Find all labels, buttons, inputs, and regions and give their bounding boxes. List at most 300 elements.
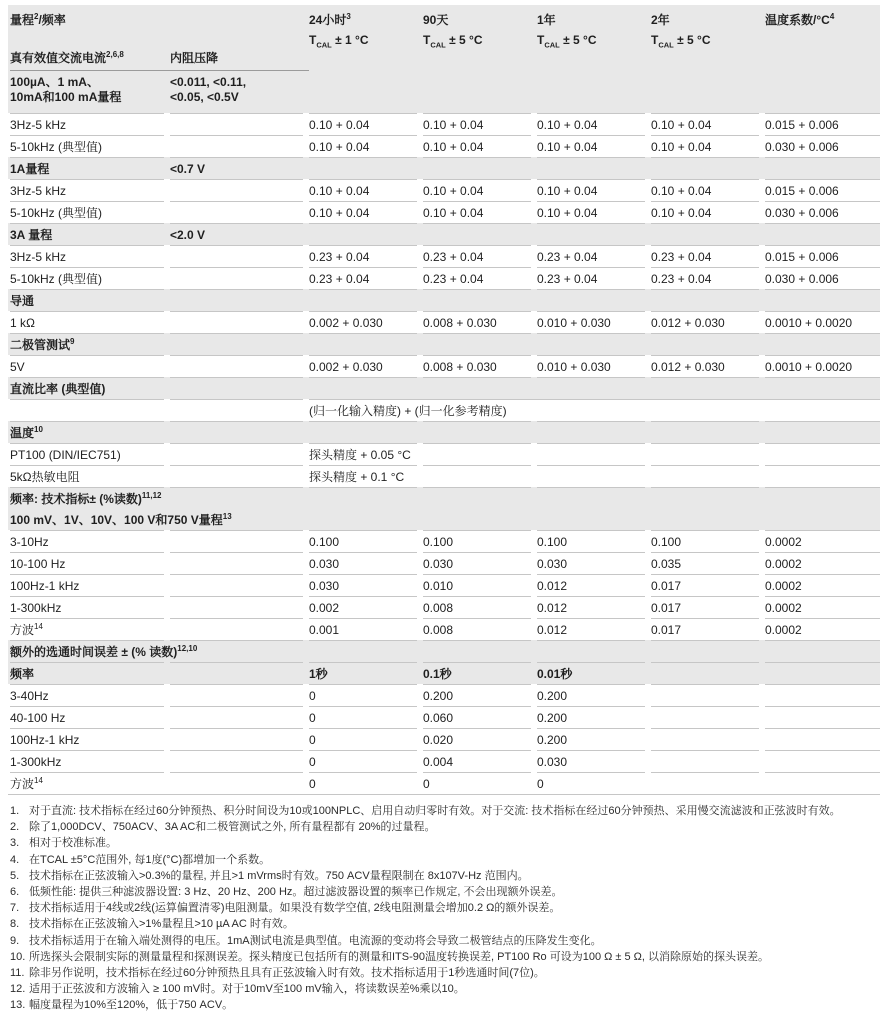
spec-value: 0.010 + 0.030: [537, 355, 645, 377]
spec-value: [651, 157, 759, 179]
spec-value: [765, 706, 880, 728]
spec-row: [8, 113, 880, 135]
spec-value: 0.015 + 0.006: [765, 179, 880, 201]
spec-value: 0.10 + 0.04: [309, 113, 417, 135]
spec-value: [537, 333, 645, 355]
row-sub-value: [170, 706, 303, 728]
spec-value: 0.015 + 0.006: [765, 245, 880, 267]
row-sub-value: [170, 530, 303, 552]
spec-value: 0.030 + 0.006: [765, 267, 880, 289]
column-header-2yr: [651, 11, 759, 49]
spec-row: [8, 311, 880, 333]
spec-value: 0.030: [537, 750, 645, 772]
row-sub-value: [170, 399, 303, 421]
footnote-number: 10.: [10, 950, 26, 963]
spec-value: 0: [309, 684, 417, 706]
footnote-number: 13.: [10, 999, 26, 1012]
row-sub-value: [170, 377, 303, 399]
footnote-text: 技术指标适用于在输入端处测得的电压。1mA测试电流是典型值。电流源的变动将会导致二极管结点的压降发生变化。: [29, 934, 602, 947]
spec-value: [651, 333, 759, 355]
spec-row: [8, 201, 880, 223]
spec-table-header: [8, 5, 880, 113]
row-sub-value: [170, 684, 303, 706]
spec-value: 0.002 + 0.030: [309, 311, 417, 333]
spec-value: 0.10 + 0.04: [309, 179, 417, 201]
footnote-ref: 13: [222, 512, 232, 521]
col-footnote-ref: 3: [346, 12, 351, 21]
spec-value: 0.030: [423, 552, 531, 574]
footnote-text: 技术指标在正弦波输入>0.3%的量程, 并且>1 mVrms时有效。750 ACV量程限制在 8x107V-Hz 范围内。: [29, 869, 529, 882]
row-label: 100Hz-1 kHz: [10, 574, 164, 596]
spec-value: 探头精度 + 0.05 °C: [309, 443, 417, 465]
spec-value: [651, 223, 759, 245]
spec-value: 0.0010 + 0.0020: [765, 355, 880, 377]
subheader-row: [10, 49, 309, 71]
spec-value: [537, 509, 645, 530]
spec-value: 0.004: [423, 750, 531, 772]
spec-row: [8, 355, 880, 377]
spec-value: 0.23 + 0.04: [309, 267, 417, 289]
spec-value: 0.23 + 0.04: [309, 245, 417, 267]
column-header-1yr: [537, 11, 645, 49]
spec-value: 0.10 + 0.04: [309, 135, 417, 157]
spec-value: [309, 157, 417, 179]
footnote: [10, 981, 880, 997]
spec-value: 0.23 + 0.04: [537, 245, 645, 267]
row-sub-value: [170, 596, 303, 618]
spec-value: [765, 157, 880, 179]
footnote-number: 5.: [10, 869, 20, 882]
spec-value: [309, 640, 417, 662]
spec-value: 0: [537, 772, 645, 794]
footnote-number: 3.: [10, 837, 20, 850]
spec-value: [309, 487, 417, 509]
spec-value: 0.23 + 0.04: [537, 267, 645, 289]
spec-value: 0: [423, 772, 531, 794]
row-sub-value: [170, 750, 303, 772]
spec-value: 0.10 + 0.04: [651, 201, 759, 223]
spec-value: 0.012 + 0.030: [651, 355, 759, 377]
col-title: 90天: [423, 13, 449, 27]
spec-value: 0.200: [537, 728, 645, 750]
row-sub-value: <2.0 V: [170, 223, 303, 245]
footnotes-list: [8, 803, 880, 1014]
spec-value: [651, 728, 759, 750]
spec-value: [423, 157, 531, 179]
row-sub-value: [170, 333, 303, 355]
row-sub-value: [170, 245, 303, 267]
row-label: 3-40Hz: [10, 684, 164, 706]
subheader-burden-voltage: 内阻压降: [170, 51, 219, 65]
footnote: [10, 965, 880, 981]
row-label: 温度$^{10}$: [10, 421, 164, 443]
row-sub-value: [170, 267, 303, 289]
spec-value: [765, 487, 880, 509]
section-row: [8, 377, 880, 399]
spec-value: 0.10 + 0.04: [309, 201, 417, 223]
spec-row: [8, 530, 880, 552]
spec-row: [8, 706, 880, 728]
spec-value: [765, 289, 880, 311]
spec-value: 0.23 + 0.04: [651, 245, 759, 267]
spec-value: [423, 223, 531, 245]
row-sub-value: [170, 487, 303, 509]
spec-value: [765, 465, 880, 487]
row-label: [10, 399, 164, 421]
row-sub-value: [170, 574, 303, 596]
spec-value: 0.10 + 0.04: [537, 113, 645, 135]
footnote-number: 7.: [10, 902, 20, 915]
spec-value: 0.100: [537, 530, 645, 552]
spec-value: 0.10 + 0.04: [423, 135, 531, 157]
row-label: 3Hz-5 kHz: [10, 113, 164, 135]
ratio-row: [8, 399, 880, 421]
spec-value: [537, 421, 645, 443]
row-sub-value: [170, 509, 303, 530]
row-label: 1A量程: [10, 157, 164, 179]
row-sub-value: [170, 618, 303, 640]
spec-value: 0.008: [423, 618, 531, 640]
footnote: [10, 835, 880, 851]
row-label: 二极管测试$^9$: [10, 333, 164, 355]
spec-value: 0.10 + 0.04: [651, 179, 759, 201]
row-label: 导通: [10, 289, 164, 311]
range-label: 量程: [10, 13, 35, 27]
footnote: [10, 868, 880, 884]
spec-value: [423, 509, 531, 530]
spec-value: [423, 377, 531, 399]
spec-value: [537, 465, 645, 487]
spec-value: [309, 333, 417, 355]
spec-value: 0.008: [423, 596, 531, 618]
footnote: [10, 884, 880, 900]
row-label: 直流比率 (典型值): [10, 377, 164, 399]
spec-row: [8, 596, 880, 618]
spec-value: 0.23 + 0.04: [423, 267, 531, 289]
spec-value: [765, 377, 880, 399]
spec-value: 0.0002: [765, 596, 880, 618]
column-header-90day: [423, 11, 531, 49]
spec-value: 0.035: [651, 552, 759, 574]
footnote-text: 除了1,000DCV、750ACV、3A AC和二极管测试之外, 所有量程都有 20%的过量程。: [29, 821, 436, 834]
spec-row: [8, 552, 880, 574]
row-label: 3A 量程: [10, 223, 164, 245]
burden-values-line2: <0.05, <0.5V: [170, 90, 239, 104]
footnote-number: 9.: [10, 934, 20, 947]
row-label: 5V: [10, 355, 164, 377]
spec-row: [8, 772, 880, 794]
spec-value: 0.012: [537, 618, 645, 640]
row-sub-value: [170, 135, 303, 157]
section-row: [8, 289, 880, 311]
row-label: 5-10kHz (典型值): [10, 267, 164, 289]
row-label: 5-10kHz (典型值): [10, 135, 164, 157]
row-label: 额外的选通时间误差 ± (% 读数)$^{12,10}$: [10, 640, 164, 662]
row-sub-value: [170, 772, 303, 794]
row-label: 1 kΩ: [10, 311, 164, 333]
spec-row: [8, 465, 880, 487]
col-title: 温度系数/°C: [765, 13, 830, 27]
spec-value: 0.10 + 0.04: [423, 201, 531, 223]
section-row: [8, 487, 880, 509]
spec-value: [309, 289, 417, 311]
spec-value: [651, 509, 759, 530]
row-sub-value: [170, 640, 303, 662]
column-header-tempco: [765, 11, 880, 49]
spec-value: 0.012: [537, 596, 645, 618]
spec-value: [765, 421, 880, 443]
col-title: 1年: [537, 13, 556, 27]
spec-value: [537, 223, 645, 245]
footnote-text: 在TCAL ±5°C范围外, 每1度(°C)都增加一个系数。: [29, 853, 271, 866]
spec-value: [651, 465, 759, 487]
current-ranges-line2: 10mA和100 mA量程: [10, 90, 122, 104]
spec-value: 0.100: [651, 530, 759, 552]
spec-value: 0.0010 + 0.0020: [765, 311, 880, 333]
row-label: PT100 (DIN/IEC751): [10, 443, 164, 465]
tcal-tolerance: $T_{CAL} \pm 5$ °C: [423, 33, 483, 50]
spec-value: [765, 684, 880, 706]
row-label: 40-100 Hz: [10, 706, 164, 728]
footnote-number: 8.: [10, 918, 20, 931]
burden-values-cell: [170, 75, 309, 105]
frequency-label: /频率: [38, 13, 66, 27]
section-row: [8, 662, 880, 684]
footnote-ref: 12,10: [177, 644, 198, 653]
footnote: [10, 933, 880, 949]
spec-value: 0: [309, 750, 417, 772]
spec-row: [8, 443, 880, 465]
spec-value: 0.060: [423, 706, 531, 728]
footnote: [10, 900, 880, 916]
footnote-ref: 14: [34, 622, 43, 631]
spec-value: 0.008 + 0.030: [423, 355, 531, 377]
spec-value: 0.012: [537, 574, 645, 596]
spec-value: [309, 377, 417, 399]
spec-value: [537, 377, 645, 399]
row-sub-value: [170, 201, 303, 223]
spec-value: [423, 487, 531, 509]
spec-value: [765, 443, 880, 465]
row-sub-value: [170, 465, 303, 487]
row-label: 频率: 技术指标± (%读数)$^{11,12}$: [10, 487, 164, 509]
spec-value: 0.008 + 0.030: [423, 311, 531, 333]
spec-value: 0.10 + 0.04: [651, 113, 759, 135]
row-label: 5kΩ热敏电阻: [10, 465, 164, 487]
subheader-footnote-refs: 2,6,8: [106, 50, 124, 59]
spec-value: [423, 640, 531, 662]
footnote-number: 4.: [10, 853, 20, 866]
spec-value: 0.017: [651, 618, 759, 640]
footnote: [10, 852, 880, 868]
spec-value: 0.010: [423, 574, 531, 596]
row-label: 10-100 Hz: [10, 552, 164, 574]
spec-value: 0.0002: [765, 618, 880, 640]
spec-row: [8, 179, 880, 201]
row-sub-value: [170, 289, 303, 311]
spec-value: [651, 706, 759, 728]
spec-value: 0.002: [309, 596, 417, 618]
ratio-formula: (归一化输入精度) + (归一化参考精度): [309, 399, 880, 421]
row-sub-value: <0.7 V: [170, 157, 303, 179]
spec-value: 0.017: [651, 596, 759, 618]
spec-value: [651, 487, 759, 509]
spec-row: [8, 267, 880, 289]
spec-value: 0.01秒: [537, 662, 645, 684]
spec-value: [765, 640, 880, 662]
row-label: 3Hz-5 kHz: [10, 245, 164, 267]
spec-value: [651, 377, 759, 399]
row-label: 1-300kHz: [10, 596, 164, 618]
spec-value: [423, 289, 531, 311]
section-row: [8, 223, 880, 245]
spec-value: 0.200: [537, 706, 645, 728]
spec-value: [309, 509, 417, 530]
footnote-text: 相对于校准标准。: [29, 837, 117, 850]
row-label: 100 mV、1V、10V、100 V和750 V量程$^{13}$: [10, 512, 232, 527]
footnote-ref: 9: [70, 337, 75, 346]
spec-value: [537, 640, 645, 662]
spec-value: 0.10 + 0.04: [537, 135, 645, 157]
row-label: 方波$^{14}$: [10, 618, 164, 640]
spec-value: [423, 465, 531, 487]
spec-value: [765, 223, 880, 245]
spec-value: 0.1秒: [423, 662, 531, 684]
spec-value: [651, 640, 759, 662]
spec-value: 探头精度 + 0.1 °C: [309, 465, 417, 487]
spec-value: 0.10 + 0.04: [423, 179, 531, 201]
spec-value: 0.002 + 0.030: [309, 355, 417, 377]
footnote-text: 除非另作说明，技术指标在经过60分钟预热且具有正弦波输入时有效。技术指标适用于1秒选通时间(7位)。: [29, 967, 545, 980]
row-sub-value: [170, 179, 303, 201]
column-header-row: [10, 11, 880, 49]
footnote-ref: 11,12: [141, 491, 162, 500]
footnote-text: 所选探头会限制实际的测量量程和探测误差。探头精度已包括所有的测量和ITS-90温度转换误差, PT100 Ro 可设为100 Ω ± 5 Ω, 以消除原始的探头误差。: [29, 950, 769, 963]
spec-value: 0.030 + 0.006: [765, 201, 880, 223]
section-row: [8, 509, 880, 530]
subheader-true-rms-ac-current: 真有效值交流电流$^{2,6,8}$: [10, 50, 124, 65]
col-footnote-ref: 4: [829, 12, 835, 21]
spec-value: [765, 750, 880, 772]
row-label: 频率: [10, 662, 164, 684]
spec-value: 0.020: [423, 728, 531, 750]
row-sub-value: [170, 443, 303, 465]
spec-value: [765, 772, 880, 794]
footnote-number: 11.: [10, 967, 25, 980]
row-sub-value: [170, 662, 303, 684]
footnote-number: 6.: [10, 886, 20, 899]
spec-value: [651, 662, 759, 684]
section-row: [8, 421, 880, 443]
footnote-ref: 14: [34, 776, 43, 785]
footnote-text: 低频性能: 提供三种滤波器设置: 3 Hz、20 Hz、200 Hz。超过滤波器设置的频率已作规定, 不会出现额外误差。: [29, 886, 563, 899]
column-header-range-frequency: [10, 11, 309, 49]
spec-value: [423, 333, 531, 355]
row-sub-value: [170, 552, 303, 574]
spec-value: 0.0002: [765, 574, 880, 596]
spec-value: 0.0002: [765, 530, 880, 552]
range-footnote-ref: 2: [34, 12, 39, 21]
row-label: 方波$^{14}$: [10, 772, 164, 794]
spec-value: 0.001: [309, 618, 417, 640]
spec-value: 0.200: [537, 684, 645, 706]
current-ranges-line1: 100µA、1 mA、: [10, 75, 99, 89]
spec-value: 0.100: [423, 530, 531, 552]
row-label: 5-10kHz (典型值): [10, 201, 164, 223]
row-sub-value: [170, 311, 303, 333]
spec-value: 0.23 + 0.04: [423, 245, 531, 267]
spec-value: 0.200: [423, 684, 531, 706]
column-header-24h: [309, 11, 417, 49]
spec-value: 0.030: [537, 552, 645, 574]
spec-value: [651, 443, 759, 465]
spec-value: 0.030: [309, 574, 417, 596]
spec-value: 0.0002: [765, 552, 880, 574]
spec-value: [765, 728, 880, 750]
col-title: 2年: [651, 13, 670, 27]
spec-value: [537, 487, 645, 509]
spec-value: [423, 443, 531, 465]
footnote-text: 幅度量程为10%至120%，低于750 ACV。: [29, 999, 234, 1012]
row-sub-value: [170, 421, 303, 443]
spec-value: [765, 662, 880, 684]
row-label: 3-10Hz: [10, 530, 164, 552]
spec-value: 0: [309, 706, 417, 728]
section-row: [8, 640, 880, 662]
spec-value: 0: [309, 728, 417, 750]
spec-value: 0: [309, 772, 417, 794]
footnote-number: 1.: [10, 805, 20, 817]
spec-value: [537, 157, 645, 179]
row-sub-value: [170, 113, 303, 135]
row-sub-value: [170, 728, 303, 750]
footnote-text: 技术指标在正弦波输入>1%量程且>10 µA AC 时有效。: [29, 918, 294, 931]
footnote: [10, 916, 880, 932]
spec-value: [537, 443, 645, 465]
spec-value: 0.100: [309, 530, 417, 552]
tcal-tolerance: $T_{CAL} \pm 1$ °C: [309, 33, 369, 50]
spec-row: [8, 135, 880, 157]
spec-row: [8, 750, 880, 772]
spec-value: 0.030 + 0.006: [765, 135, 880, 157]
tcal-tolerance: $T_{CAL} \pm 5$ °C: [537, 33, 597, 50]
header-detail-row: [10, 71, 309, 113]
spec-value: 0.10 + 0.04: [537, 179, 645, 201]
spec-value: [765, 333, 880, 355]
spec-value: 0.10 + 0.04: [537, 201, 645, 223]
spec-row: [8, 618, 880, 640]
section-row: [8, 333, 880, 355]
footnote: [10, 997, 880, 1013]
spec-row: [8, 245, 880, 267]
spec-value: 0.23 + 0.04: [651, 267, 759, 289]
spec-value: [651, 772, 759, 794]
spec-value: 0.012 + 0.030: [651, 311, 759, 333]
row-label: 1-300kHz: [10, 750, 164, 772]
burden-values-line1: <0.011, <0.11,: [170, 75, 247, 89]
spec-value: [423, 421, 531, 443]
row-label: 3Hz-5 kHz: [10, 179, 164, 201]
spec-value: 0.030: [309, 552, 417, 574]
col-title: 24小时: [309, 13, 347, 27]
spec-row: [8, 728, 880, 750]
spec-value: [309, 421, 417, 443]
row-sub-value: [170, 355, 303, 377]
spec-value: [651, 421, 759, 443]
spec-value: [765, 509, 880, 530]
footnote-text: 适用于正弦波和方波输入 ≥ 100 mV时。对于10mV至100 mV输入，将读数误差%乘以10。: [29, 983, 465, 996]
row-label: 100Hz-1 kHz: [10, 728, 164, 750]
